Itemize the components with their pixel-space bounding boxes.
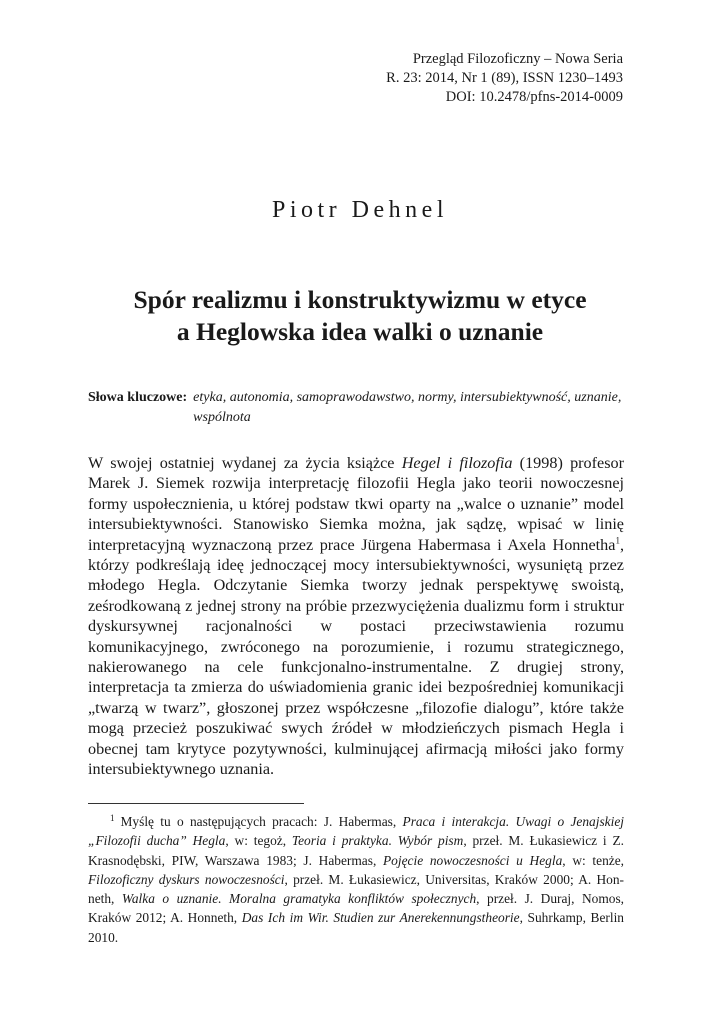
- body-text-part-1: W swojej ostatniej wydanej za życia książce: [88, 454, 402, 472]
- journal-issue: R. 23: 2014, Nr 1 (89), ISSN 1230–1493: [386, 70, 623, 86]
- article-title: [60, 284, 660, 348]
- footnote-text-7: , Suhrkamp, Berlin 2010.: [88, 910, 624, 945]
- footnote-work-4: Filozoficzny dyskurs nowoczesności: [88, 871, 285, 887]
- journal-doi: DOI: 10.2478/pfns-2014-0009: [445, 89, 623, 105]
- author-name: Piotr Dehnel: [272, 197, 448, 223]
- footnote-work-6: Das Ich im Wir. Studien zur Anerekennungstheorie: [241, 910, 520, 926]
- footnote-text-2: , w: tegoż,: [225, 833, 292, 849]
- journal-info: [386, 50, 623, 107]
- keywords-label: Słowa kluczowe:: [88, 390, 188, 405]
- footnote-text-4: , w: tenże,: [562, 852, 625, 868]
- footnote-number: 1: [110, 812, 115, 823]
- footnote-work-2: Teoria i praktyka. Wybór pism: [291, 833, 464, 849]
- footnote-work-5: Walka o uznanie. Moralna gramatyka konfliktów społecznych: [121, 891, 477, 907]
- title-line-1: Spór realizmu i konstruktywizmu w etyce: [133, 285, 587, 314]
- body-paragraph: [88, 453, 624, 780]
- footnote-work-3: Pojęcie nowoczesności u Hegla: [383, 852, 563, 868]
- footnote-work-1: Praca i interakcja. Uwagi o Jenajskiej „Filozofii ducha” Hegla: [88, 814, 624, 849]
- journal-name: Przegląd Filozoficzny – Nowa Seria: [412, 51, 623, 67]
- footnote-reference[interactable]: 1: [615, 535, 620, 546]
- footnote-divider: [88, 803, 304, 804]
- footnote: [88, 812, 624, 947]
- footnote-text-3: , przeł. M. Łukasiewicz i Z. Krasnodębski, PIW, Warszawa 1983; J. Habermas,: [88, 833, 624, 868]
- footnote-text-6: , przeł. J. Duraj, Nomos, Kraków 2012; A. Honneth,: [88, 891, 625, 926]
- title-line-2: a Heglowska idea walki o uznanie: [176, 317, 544, 346]
- keywords: [88, 388, 628, 428]
- body-text-part-3: , którzy podkreślają ideę jednoczącej mocy intersubiektywności, wysuniętą przez młodego Hegla. Odczytanie Siemka tworzy jednak perspektywę swoistą, ześrodkowaną z jednej strony na próbie przezwyciężenia dualizmu form i struktur dyskursywnej racjonalności w postaci przeciwstawienia rozumu komunikacyjnego, zwróconego na porozumienie, i rozumu strategicznego, nakierowanego na cele funkcjonalno-instrumentalne. Z drugiej strony, interpretacja ta zmierza do uświadomienia granic idei bezpośredniej komunikacji „twarzą w twarz”, głoszonej przez współczesne „filozofie dialogu”, które także mogą przecież poszukiwać swych źródeł w młodzieńczych pismach Hegla i obecnej tam krytyce pozytywności, kulminującej afirmacją miłości jako formy intersubiektywnego uznania.: [88, 535, 624, 779]
- footnote-text-1: Myślę tu o następujących pracach: J. Habermas,: [120, 814, 403, 829]
- footnote-text-5: , przeł. M. Łukasiewicz, Universitas, Kraków 2000; A. Honneth,: [88, 871, 624, 907]
- keywords-list: etyka, autonomia, samoprawodawstwo, normy, intersubiektywność, uznanie, wspólnota: [193, 390, 622, 425]
- body-text-part-2: (1998) profesor Marek J. Siemek rozwija interpretację filozofii Hegla jako teorii nowoczesnej formy uspołecznienia, u której podstaw tkwi oparty na „walce o uznanie” model intersubiektywności. Stanowisko Siemka można, jak sądzę, wpisać w linię interpretacyjną wyznaczoną przez prace Jürgena Habermasa i Axela Honnetha: [88, 454, 625, 554]
- book-title: Hegel i filozofia: [401, 454, 513, 472]
